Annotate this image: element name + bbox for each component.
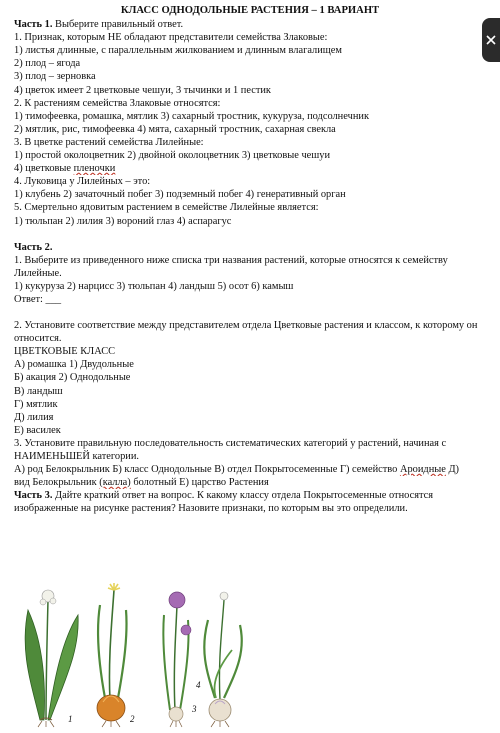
table-row: Б) акация 2) Однодольные — [14, 372, 131, 384]
part2-q3-line-a — [14, 463, 486, 476]
close-icon — [486, 35, 496, 45]
table-row: А) ромашка 1) Двудольные — [14, 359, 134, 371]
part3-text: Дайте краткий ответ на вопрос. К какому классу отдела Покрытосеменные относятся изображенные на рисунке растения? Назовите признаки, по которым вы это определили. — [14, 490, 434, 515]
answer-label: Ответ: ___ — [14, 293, 62, 305]
plant-label-4: 4 — [196, 680, 201, 690]
spellcheck-word: (калла) — [99, 477, 131, 489]
part1-line: 4. Луковица у Лилейных – это: — [14, 176, 151, 188]
plant-1-drawing — [25, 590, 78, 727]
part2-q2: 2. Установите соответствие между представителем отдела Цветковые растения и классом, к которому он относится. — [14, 320, 478, 345]
plants-figure — [10, 580, 490, 728]
plant-3-drawing — [163, 592, 191, 727]
part1-intro — [14, 18, 486, 31]
page-title: КЛАСС ОДНОДОЛЬНЫЕ РАСТЕНИЯ – 1 ВАРИАНТ — [120, 5, 380, 16]
part1-line: 1) простой околоцветник 2) двойной околоцветник 3) цветковые чешуи — [14, 150, 331, 162]
table-row: Д) лилия — [14, 411, 54, 423]
plant-2-drawing — [97, 583, 127, 727]
part1-line: 4) цветок имеет 2 цветковые чешуи, 3 тычинки и 1 пестик — [14, 84, 271, 96]
table-row: Е) василек — [14, 424, 61, 436]
plant-label-2: 2 — [130, 714, 135, 724]
part2-q3: 3. Установите правильную последовательность систематических категорий у растений, начиная с НАИМЕНЬШЕЙ категории. — [14, 437, 447, 462]
plant-4-drawing — [204, 592, 242, 727]
part1-line: 5. Смертельно ядовитым растением в семействе Лилейные является: — [14, 202, 319, 214]
q3-text: вид Белокрыльник — [14, 477, 100, 489]
scales-text: 4) цветковые — [14, 163, 74, 175]
part1-instruction: Выберите правильный ответ. — [52, 19, 184, 31]
part3-block — [14, 489, 486, 515]
part1-line: 3. В цветке растений семейства Лилейные: — [14, 136, 204, 148]
plant-label-1: 1 — [68, 714, 73, 724]
plant-label-3: 3 — [192, 704, 197, 714]
part2-q3-line-b — [14, 476, 486, 489]
part3-heading: Часть 3. — [14, 490, 53, 502]
part1-line: 2) мятлик, рис, тимофеевка 4) мята, сахарный тростник, сахарная свекла — [14, 123, 336, 135]
part1-line: 3) плод – зерновка — [14, 71, 96, 83]
part2-heading: Часть 2. — [14, 241, 53, 253]
plants-illustration — [10, 580, 490, 728]
spellcheck-word: пленочки — [73, 163, 116, 175]
part1-line: 1) тимофеевка, ромашка, мятлик 3) сахарный тростник, кукуруза, подсолнечник — [14, 110, 369, 122]
table-row: Г) мятлик — [14, 398, 58, 410]
part2-q1-options: 1) кукуруза 2) нарцисс 3) тюльпан 4) ландыш 5) осот 6) камыш — [14, 280, 294, 292]
part1-line: 1. Признак, которым НЕ обладают представители семейства Злаковые: — [14, 32, 328, 44]
part1-line: 1) тюльпан 2) лилия 3) вороний глаз 4) аспарагус — [14, 215, 232, 227]
table-header: ЦВЕТКОВЫЕ КЛАСС — [14, 346, 116, 358]
q3-text-end: болотный Е) царство Растения — [130, 477, 269, 489]
part1-line: 2) плод – ягода — [14, 58, 81, 70]
worksheet — [14, 4, 486, 515]
part1-heading: Часть 1. — [14, 19, 53, 31]
q3-text-end: Д) — [445, 464, 460, 476]
part1-line: 2. К растениям семейства Злаковые относятся: — [14, 97, 221, 109]
part1-line: 1) клубень 2) зачаточный побег 3) подземный побег 4) генеративный орган — [14, 189, 346, 201]
part1-line-scales — [14, 162, 486, 175]
q3-text: А) род Белокрыльник Б) класс Однодольные В) отдел Покрытосеменные Г) семейство — [14, 464, 400, 476]
part2-q1: 1. Выберите из приведенного ниже списка три названия растений, которые относятся к семейству Лилейные. — [14, 254, 448, 279]
table-row: В) ландыш — [14, 385, 63, 397]
spellcheck-word: Ароидные — [399, 464, 446, 476]
part1-line: 1) листья длинные, с параллельным жилкованием и длинным влагалищем — [14, 45, 342, 57]
